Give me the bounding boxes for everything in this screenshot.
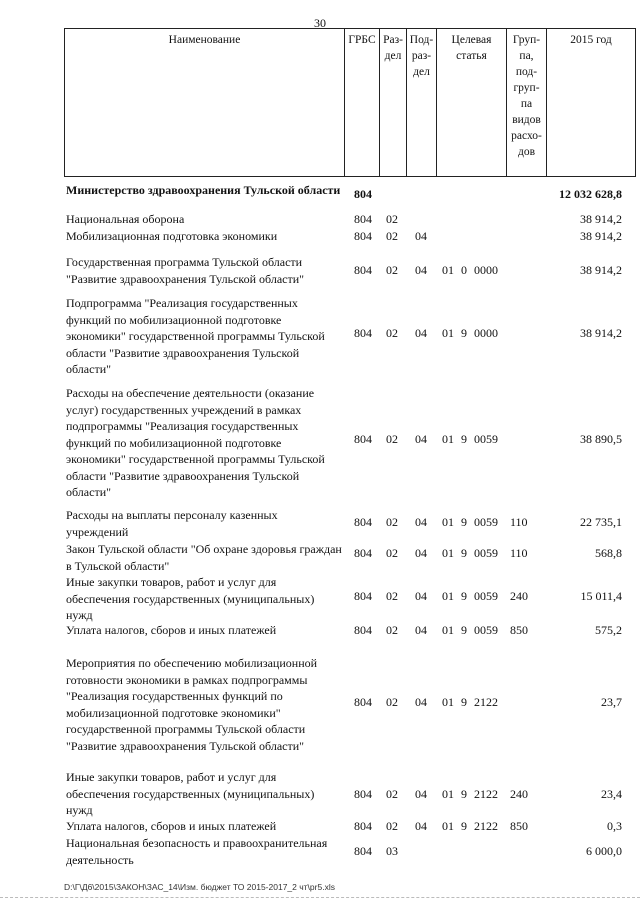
cell-grbs: 804 bbox=[354, 589, 372, 603]
header-celevaya-statya: Целевая статья bbox=[437, 29, 507, 176]
table-row bbox=[0, 228, 640, 244]
header-name: Наименование bbox=[65, 29, 345, 176]
row-name: Мероприятия по обеспечению мобилизационной готовности экономики в рамках подпрограммы "Реализация государственных функций по мобилизационной подготовке экономики" государственной программы Тульской области "Развитие здравоохранения Тульской области" bbox=[66, 656, 318, 753]
cell-razdel: 02 bbox=[386, 515, 398, 529]
cell-direction: 0059 bbox=[474, 623, 498, 637]
cell-grbs: 804 bbox=[354, 819, 372, 833]
cell-subprogram: 9 bbox=[461, 623, 467, 637]
cell-amount: 0,3 bbox=[607, 819, 622, 833]
cell-grbs: 804 bbox=[354, 229, 372, 243]
cell-program: 01 bbox=[442, 623, 454, 637]
cell-direction: 2122 bbox=[474, 787, 498, 801]
cell-podrazdel: 04 bbox=[415, 787, 427, 801]
cell-razdel: 02 bbox=[386, 229, 398, 243]
cell-podrazdel: 04 bbox=[415, 263, 427, 277]
cell-gruppa: 240 bbox=[510, 589, 528, 603]
cell-grbs: 804 bbox=[354, 326, 372, 340]
cell-subprogram: 9 bbox=[461, 515, 467, 529]
row-name: Подпрограмма "Реализация государственных функций по мобилизационной подготовке экономики" государственной программы Тульской области "Развитие здравоохранения Тульской области" bbox=[66, 296, 325, 376]
cell-program: 01 bbox=[442, 695, 454, 709]
cell-razdel: 03 bbox=[386, 844, 398, 858]
cell-podrazdel: 04 bbox=[415, 326, 427, 340]
cell-direction: 0059 bbox=[474, 515, 498, 529]
cell-program: 01 bbox=[442, 819, 454, 833]
cell-subprogram: 9 bbox=[461, 819, 467, 833]
cell-program: 01 bbox=[442, 546, 454, 560]
table-row bbox=[0, 211, 640, 227]
row-name: Закон Тульской области "Об охране здоровья граждан в Тульской области" bbox=[66, 542, 342, 573]
cell-amount: 12 032 628,8 bbox=[559, 187, 622, 201]
cell-gruppa: 850 bbox=[510, 819, 528, 833]
cell-direction: 0059 bbox=[474, 589, 498, 603]
cell-razdel: 02 bbox=[386, 326, 398, 340]
cell-podrazdel: 04 bbox=[415, 589, 427, 603]
cell-direction: 2122 bbox=[474, 695, 498, 709]
cell-subprogram: 0 bbox=[461, 263, 467, 277]
row-name: Национальная оборона bbox=[66, 212, 185, 226]
cell-podrazdel: 04 bbox=[415, 515, 427, 529]
cell-razdel: 02 bbox=[386, 787, 398, 801]
row-name: Расходы на выплаты персоналу казенных учреждений bbox=[66, 508, 278, 539]
row-name: Национальная безопасность и правоохранительная деятельность bbox=[66, 836, 328, 867]
cell-subprogram: 9 bbox=[461, 787, 467, 801]
cell-grbs: 804 bbox=[354, 432, 372, 446]
table-row bbox=[0, 507, 640, 540]
header-grbs: ГРБС bbox=[345, 29, 380, 176]
cell-razdel: 02 bbox=[386, 695, 398, 709]
cell-razdel: 02 bbox=[386, 589, 398, 603]
cell-program: 01 bbox=[442, 515, 454, 529]
cell-subprogram: 9 bbox=[461, 432, 467, 446]
cell-grbs: 804 bbox=[354, 263, 372, 277]
cell-grbs: 804 bbox=[354, 546, 372, 560]
cell-razdel: 02 bbox=[386, 546, 398, 560]
table-row bbox=[0, 574, 640, 623]
cell-amount: 38 914,2 bbox=[580, 229, 622, 243]
table-row bbox=[0, 835, 640, 868]
cell-grbs: 804 bbox=[354, 844, 372, 858]
cell-direction: 2122 bbox=[474, 819, 498, 833]
cell-subprogram: 9 bbox=[461, 546, 467, 560]
cell-program: 01 bbox=[442, 432, 454, 446]
cell-amount: 568,8 bbox=[595, 546, 622, 560]
cell-amount: 22 735,1 bbox=[580, 515, 622, 529]
cell-amount: 38 914,2 bbox=[580, 326, 622, 340]
cell-razdel: 02 bbox=[386, 263, 398, 277]
cell-amount: 15 011,4 bbox=[580, 589, 622, 603]
cell-subprogram: 9 bbox=[461, 589, 467, 603]
cell-amount: 575,2 bbox=[595, 623, 622, 637]
cell-amount: 23,4 bbox=[601, 787, 622, 801]
cell-subprogram: 9 bbox=[461, 695, 467, 709]
cell-direction: 0000 bbox=[474, 326, 498, 340]
cell-podrazdel: 04 bbox=[415, 546, 427, 560]
table-row bbox=[0, 385, 640, 500]
table-row bbox=[0, 818, 640, 834]
row-name: Расходы на обеспечение деятельности (оказание услуг) государственных учреждений в рамках подпрограммы "Реализация государственных функций по мобилизационной подготовке экономики" государственной программы Тульской области "Развитие здравоохранения Тульской области" bbox=[66, 386, 325, 499]
cell-grbs: 804 bbox=[354, 623, 372, 637]
header-gruppa: Груп- па, под- груп- па видов расхо- дов bbox=[507, 29, 547, 176]
cell-direction: 0059 bbox=[474, 546, 498, 560]
table-row bbox=[0, 622, 640, 638]
cell-podrazdel: 04 bbox=[415, 432, 427, 446]
header-razdel: Раз- дел bbox=[380, 29, 407, 176]
cell-amount: 23,7 bbox=[601, 695, 622, 709]
cell-amount: 38 914,2 bbox=[580, 212, 622, 226]
cell-podrazdel: 04 bbox=[415, 623, 427, 637]
cell-gruppa: 110 bbox=[510, 546, 528, 560]
cell-grbs: 804 bbox=[354, 187, 372, 201]
cell-amount: 6 000,0 bbox=[586, 844, 622, 858]
cell-grbs: 804 bbox=[354, 212, 372, 226]
cell-grbs: 804 bbox=[354, 787, 372, 801]
cell-podrazdel: 04 bbox=[415, 819, 427, 833]
row-name: Уплата налогов, сборов и иных платежей bbox=[66, 819, 277, 833]
table-row bbox=[0, 254, 640, 287]
header-year: 2015 год bbox=[570, 34, 612, 46]
file-path: D:\Г\Д6\2015\ЗАКОН\ЗАС_14\Изм. бюджет ТО 2015-2017_2 чт\pr5.xls bbox=[64, 882, 335, 892]
cell-subprogram: 9 bbox=[461, 326, 467, 340]
table-row bbox=[0, 655, 640, 770]
cell-gruppa: 110 bbox=[510, 515, 528, 529]
cell-razdel: 02 bbox=[386, 212, 398, 226]
row-name: Государственная программа Тульской области "Развитие здравоохранения Тульской области" bbox=[66, 255, 305, 286]
header-podrazdel: Под- раз- дел bbox=[407, 29, 437, 176]
cell-gruppa: 850 bbox=[510, 623, 528, 637]
cell-grbs: 804 bbox=[354, 515, 372, 529]
table-header bbox=[64, 28, 636, 177]
page-edge bbox=[0, 897, 640, 898]
cell-program: 01 bbox=[442, 787, 454, 801]
cell-razdel: 02 bbox=[386, 819, 398, 833]
cell-gruppa: 240 bbox=[510, 787, 528, 801]
table-row bbox=[0, 541, 640, 574]
cell-razdel: 02 bbox=[386, 432, 398, 446]
row-name: Мобилизационная подготовка экономики bbox=[66, 229, 278, 243]
cell-amount: 38 914,2 bbox=[580, 263, 622, 277]
cell-amount: 38 890,5 bbox=[580, 432, 622, 446]
table-row bbox=[0, 769, 640, 818]
cell-program: 01 bbox=[442, 326, 454, 340]
cell-podrazdel: 04 bbox=[415, 229, 427, 243]
cell-podrazdel: 04 bbox=[415, 695, 427, 709]
page-number: 30 bbox=[314, 16, 326, 30]
row-name: Министерство здравоохранения Тульской области bbox=[66, 183, 341, 197]
cell-grbs: 804 bbox=[354, 695, 372, 709]
cell-razdel: 02 bbox=[386, 623, 398, 637]
row-name: Уплата налогов, сборов и иных платежей bbox=[66, 623, 277, 637]
cell-direction: 0000 bbox=[474, 263, 498, 277]
cell-program: 01 bbox=[442, 263, 454, 277]
row-name: Иные закупки товаров, работ и услуг для обеспечения государственных (муниципальных) нужд bbox=[66, 770, 315, 817]
table-row bbox=[0, 295, 640, 377]
row-name: Иные закупки товаров, работ и услуг для обеспечения государственных (муниципальных) нужд bbox=[66, 575, 315, 622]
cell-program: 01 bbox=[442, 589, 454, 603]
cell-direction: 0059 bbox=[474, 432, 498, 446]
